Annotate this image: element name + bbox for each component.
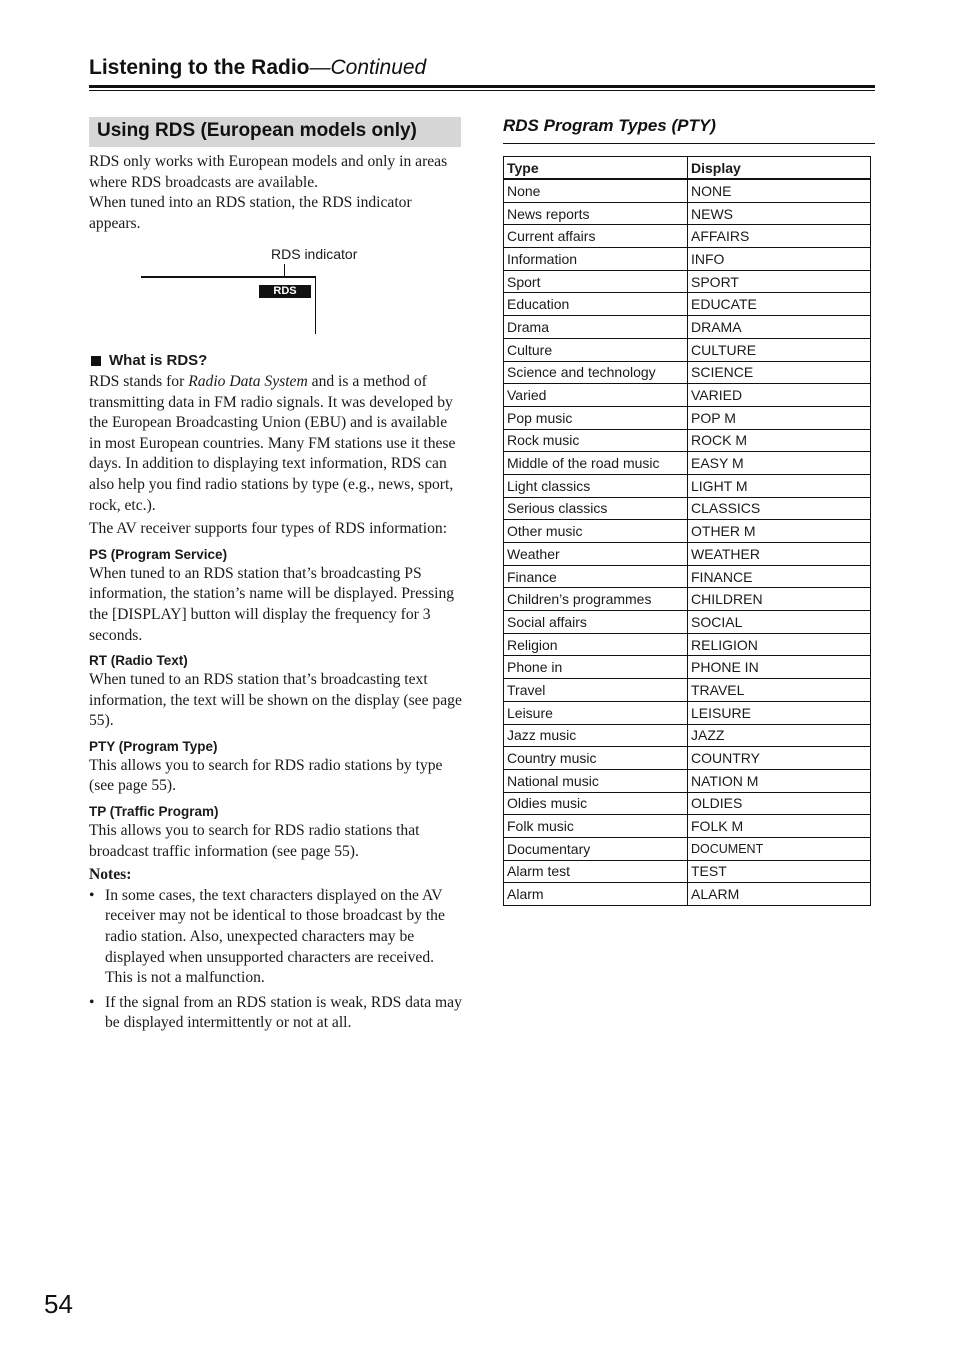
table-row xyxy=(504,270,871,293)
rds-indicator-badge: RDS xyxy=(259,285,311,298)
pty-display-cell: JAZZ xyxy=(688,724,871,747)
pty-type-cell: Country music xyxy=(504,747,688,770)
pty-type-cell: Religion xyxy=(504,633,688,656)
pty-type-cell: Other music xyxy=(504,520,688,543)
pty-table-title: RDS Program Types (PTY) xyxy=(503,116,716,135)
pty-type-cell: Documentary xyxy=(504,837,688,860)
pty-type-cell: Current affairs xyxy=(504,225,688,248)
pty-display-cell: NATION M xyxy=(688,769,871,792)
table-row xyxy=(504,179,871,202)
pty-display-cell: NONE xyxy=(688,179,871,202)
table-row xyxy=(504,860,871,883)
pty-display-cell: FOLK M xyxy=(688,815,871,838)
pty-table-body xyxy=(504,179,871,906)
pty-type-cell: Sport xyxy=(504,270,688,293)
tp-text: This allows you to search for RDS radio stations that broadcast traffic information (see page 55). xyxy=(89,822,420,860)
table-row xyxy=(504,248,871,271)
pty-type-cell: Serious classics xyxy=(504,497,688,520)
pty-display-cell: COUNTRY xyxy=(688,747,871,770)
table-row xyxy=(504,633,871,656)
what-p1-b: and is a method of transmitting data in FM radio signals. It was developed by the European Broadcasting Union (EBU) and is available in most European countries. Many FM stations use it these days. In addition to displaying text information, RDS can also help you find radio stations by type (e.g., news, sport, rock, etc.). xyxy=(89,372,456,514)
pty-display-cell: INFO xyxy=(688,248,871,271)
pty-display-cell: ROCK M xyxy=(688,429,871,452)
pty-type-cell: Folk music xyxy=(504,815,688,838)
table-row xyxy=(504,565,871,588)
pty-type-cell: Rock music xyxy=(504,429,688,452)
intro-paragraph-2: When tuned into an RDS station, the RDS indicator appears. xyxy=(89,194,412,232)
table-row xyxy=(504,384,871,407)
header-continued: —Continued xyxy=(309,56,427,79)
ps-term: PS (Program Service) xyxy=(89,546,228,562)
table-row xyxy=(504,679,871,702)
note-2-text: If the signal from an RDS station is weak, RDS data may be displayed intermittently or not at all. xyxy=(105,993,462,1032)
table-row xyxy=(504,883,871,906)
pty-display-cell: SPORT xyxy=(688,270,871,293)
table-row xyxy=(504,497,871,520)
table-row xyxy=(504,316,871,339)
what-is-rds-heading xyxy=(89,351,462,372)
note-item xyxy=(89,993,462,1034)
pty-display-cell: WEATHER xyxy=(688,543,871,566)
pty-table xyxy=(503,156,871,906)
pty-text: This allows you to search for RDS radio stations by type (see page 55). xyxy=(89,756,443,795)
pty-display-cell: TEST xyxy=(688,860,871,883)
pty-type-cell: Science and technology xyxy=(504,361,688,384)
square-bullet-icon xyxy=(91,356,101,366)
notes-list xyxy=(89,886,462,1034)
pty-type-cell: Travel xyxy=(504,679,688,702)
pty-type-cell: Pop music xyxy=(504,406,688,429)
pty-title-rule xyxy=(503,143,875,144)
pty-type-cell: Culture xyxy=(504,338,688,361)
table-row xyxy=(504,429,871,452)
pty-type-cell: Weather xyxy=(504,543,688,566)
pty-display-cell: TRAVEL xyxy=(688,679,871,702)
pty-display-cell: CLASSICS xyxy=(688,497,871,520)
pty-type-cell: Education xyxy=(504,293,688,316)
table-row xyxy=(504,656,871,679)
what-is-rds-text: What is RDS? xyxy=(109,352,208,370)
pty-type-cell: Social affairs xyxy=(504,611,688,634)
left-column xyxy=(89,152,462,1038)
page-header xyxy=(89,56,875,80)
pty-display-cell: AFFAIRS xyxy=(688,225,871,248)
table-row xyxy=(504,611,871,634)
pty-type-cell: Oldies music xyxy=(504,792,688,815)
section-title: Using RDS (European models only) xyxy=(89,117,461,147)
rt-text: When tuned to an RDS station that’s broadcasting text information, the text will be shown on the display (see page 55). xyxy=(89,671,462,730)
pty-type-cell: Light classics xyxy=(504,474,688,497)
pty-display-cell: DRAMA xyxy=(688,316,871,339)
pty-type-cell: Phone in xyxy=(504,656,688,679)
diagram-label: RDS indicator xyxy=(271,246,358,263)
pty-display-cell: DOCUMENT xyxy=(688,837,871,860)
pty-display-cell: EDUCATE xyxy=(688,293,871,316)
pty-display-cell: OTHER M xyxy=(688,520,871,543)
pty-display-cell: RELIGION xyxy=(688,633,871,656)
table-row xyxy=(504,452,871,475)
table-row xyxy=(504,474,871,497)
four-types-paragraph: The AV receiver supports four types of RDS information: xyxy=(89,520,448,538)
table-row xyxy=(504,792,871,815)
bullet-icon: • xyxy=(89,886,95,904)
pty-display-cell: NEWS xyxy=(688,202,871,225)
pty-display-cell: VARIED xyxy=(688,384,871,407)
pty-type-cell: Alarm test xyxy=(504,860,688,883)
intro-paragraph-1: RDS only works with European models and only in areas where RDS broadcasts are available. xyxy=(89,153,448,191)
pty-display-cell: OLDIES xyxy=(688,792,871,815)
table-row xyxy=(504,202,871,225)
pty-type-cell: Varied xyxy=(504,384,688,407)
table-row xyxy=(504,747,871,770)
table-row xyxy=(504,769,871,792)
diagram-leader-line xyxy=(284,264,285,276)
pty-display-cell: CULTURE xyxy=(688,338,871,361)
what-p1-a: RDS stands for xyxy=(89,372,189,390)
pty-display-cell: SCIENCE xyxy=(688,361,871,384)
bullet-icon: • xyxy=(89,993,95,1011)
table-row xyxy=(504,701,871,724)
pty-term: PTY (Program Type) xyxy=(89,738,218,754)
header-rule-thin xyxy=(89,90,875,91)
what-is-rds-paragraph xyxy=(89,372,462,516)
note-1-text: In some cases, the text characters displayed on the AV receiver may not be identical to those broadcast by the radio station. Also, unexpected characters may be displayed when unsupported characters are received. This is not a malfunction. xyxy=(105,886,445,987)
header-title: Listening to the Radio xyxy=(89,56,310,79)
ps-text: When tuned to an RDS station that’s broadcasting PS information, the station’s name will be displayed. Pressing the [DISPLAY] button will display the frequency for 3 seconds. xyxy=(89,564,455,644)
display-right-edge xyxy=(315,276,316,334)
pty-type-cell: Children’s programmes xyxy=(504,588,688,611)
table-row xyxy=(504,543,871,566)
table-row xyxy=(504,724,871,747)
pty-type-cell: News reports xyxy=(504,202,688,225)
table-row xyxy=(504,815,871,838)
table-row xyxy=(504,361,871,384)
pty-type-cell: Leisure xyxy=(504,701,688,724)
table-row xyxy=(504,406,871,429)
header-rule-thick xyxy=(89,85,875,88)
table-row xyxy=(504,837,871,860)
pty-display-cell: PHONE IN xyxy=(688,656,871,679)
notes-heading: Notes: xyxy=(89,866,132,884)
pty-display-cell: ALARM xyxy=(688,883,871,906)
pty-display-cell: LIGHT M xyxy=(688,474,871,497)
pty-type-cell: None xyxy=(504,179,688,202)
table-header-row xyxy=(504,157,871,180)
column-header-type: Type xyxy=(504,157,688,180)
what-p1-em: Radio Data System xyxy=(188,372,308,390)
table-row xyxy=(504,338,871,361)
table-row xyxy=(504,520,871,543)
column-header-display: Display xyxy=(688,157,871,180)
pty-type-cell: Alarm xyxy=(504,883,688,906)
display-top-edge xyxy=(141,276,315,278)
pty-display-cell: SOCIAL xyxy=(688,611,871,634)
pty-type-cell: Jazz music xyxy=(504,724,688,747)
pty-display-cell: CHILDREN xyxy=(688,588,871,611)
table-row xyxy=(504,588,871,611)
pty-type-cell: National music xyxy=(504,769,688,792)
pty-type-cell: Finance xyxy=(504,565,688,588)
note-item xyxy=(89,886,462,989)
pty-display-cell: POP M xyxy=(688,406,871,429)
pty-type-cell: Drama xyxy=(504,316,688,339)
pty-display-cell: EASY M xyxy=(688,452,871,475)
pty-display-cell: FINANCE xyxy=(688,565,871,588)
tp-term: TP (Traffic Program) xyxy=(89,804,219,820)
table-row xyxy=(504,293,871,316)
pty-type-cell: Information xyxy=(504,248,688,271)
table-row xyxy=(504,225,871,248)
rds-indicator-diagram xyxy=(89,234,462,351)
pty-type-cell: Middle of the road music xyxy=(504,452,688,475)
pty-display-cell: LEISURE xyxy=(688,701,871,724)
page-number: 54 xyxy=(44,1289,73,1319)
rt-term: RT (Radio Text) xyxy=(89,653,188,669)
